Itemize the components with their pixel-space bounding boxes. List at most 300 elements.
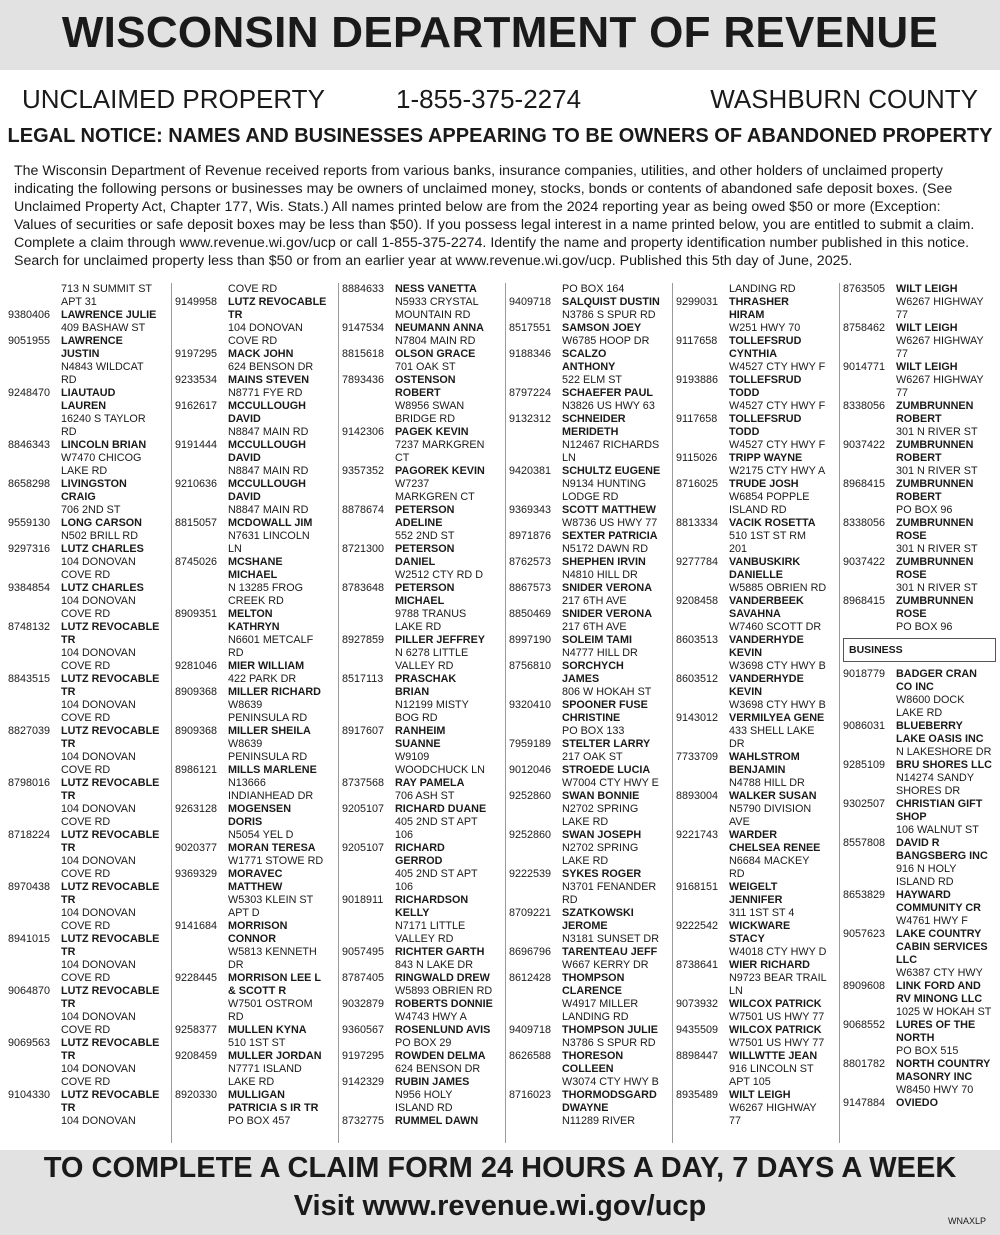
owner-entry <box>509 387 669 400</box>
owner-name: SAMSON JOEY <box>562 322 642 334</box>
entry-detail-line <box>8 504 168 517</box>
property-id: 8970438 <box>8 881 51 893</box>
property-id: 8827039 <box>8 725 51 737</box>
owner-address: 301 N RIVER ST <box>896 582 978 594</box>
owner-entry <box>843 478 1000 491</box>
owner-address: 433 SHELL LAKE <box>729 725 815 737</box>
owner-name: RANHEIM <box>395 725 446 737</box>
property-id: 9369343 <box>509 504 552 516</box>
owner-name: STELTER LARRY <box>562 738 651 750</box>
entry-detail-line <box>8 1102 168 1115</box>
entry-detail-line <box>509 985 669 998</box>
owner-address: W8956 SWAN <box>395 400 465 412</box>
property-id: 9380406 <box>8 309 51 321</box>
owner-address: 104 DONOVAN <box>61 595 136 607</box>
entry-detail-line <box>509 673 669 686</box>
owner-name: MORRISON LEE L <box>228 972 321 984</box>
owner-entry <box>843 798 1000 811</box>
entry-detail-line <box>342 920 502 933</box>
owner-name: LUTZ REVOCABLE <box>61 673 160 685</box>
owner-entry <box>843 517 1000 530</box>
entry-detail-line <box>8 998 168 1011</box>
owner-name: LUTZ CHARLES <box>61 543 144 555</box>
entry-detail-line <box>8 1024 168 1037</box>
entry-detail-line <box>676 725 836 738</box>
intro-line: Values of securities or safe deposit boxes may be less than $50). If you possess legal interest in a name printed below, you are entitled to submit a claim. <box>14 217 975 233</box>
owner-address: W2512 CTY RD D <box>395 569 483 581</box>
owner-entry <box>843 1058 1000 1071</box>
owner-address: MOUNTAIN RD <box>395 309 471 321</box>
entry-detail-line <box>843 941 1000 954</box>
entry-detail-line <box>8 816 168 829</box>
entry-detail-line <box>175 829 335 842</box>
owner-address: COVE RD <box>228 335 278 347</box>
owner-name: SCHNEIDER <box>562 413 626 425</box>
entry-detail-line <box>509 595 669 608</box>
owner-name: DAVID <box>228 491 261 503</box>
owner-address: W6785 HOOP DR <box>562 335 650 347</box>
owner-name: LAWRENCE JULIE <box>61 309 157 321</box>
owner-address: 422 PARK DR <box>228 673 297 685</box>
property-id: 9068552 <box>843 1019 886 1031</box>
owner-name: SYKES ROGER <box>562 868 642 880</box>
owner-name: VANDERHYDE <box>729 634 804 646</box>
owner-entry <box>509 348 669 361</box>
intro-line: The Wisconsin Department of Revenue received reports from various banks, insurance companies, utilities, and other holders of unclaimed property <box>14 163 943 179</box>
owner-name: MAINS STEVEN <box>228 374 309 386</box>
entry-detail-line <box>175 1063 335 1076</box>
owner-name: LINK FORD AND <box>896 980 981 992</box>
owner-name: BRIAN <box>395 686 430 698</box>
entry-detail-line <box>509 1102 669 1115</box>
owner-entry <box>342 426 502 439</box>
owner-address: BRIDGE RD <box>395 413 455 425</box>
owner-address: ISLAND RD <box>729 504 787 516</box>
owner-name: ZUMBRUNNEN <box>896 595 974 607</box>
owner-entry <box>676 920 836 933</box>
owner-address: CREEK RD <box>228 595 284 607</box>
owner-entry <box>175 920 335 933</box>
property-id: 8997190 <box>509 634 552 646</box>
entry-detail-line <box>8 452 168 465</box>
owner-entry <box>676 413 836 426</box>
owner-name: DAVID R <box>896 837 940 849</box>
owner-address: 217 6TH AVE <box>562 595 627 607</box>
property-id: 8884633 <box>342 283 385 295</box>
owner-entry <box>676 517 836 530</box>
entry-detail-line <box>342 881 502 894</box>
entry-detail-line <box>175 998 335 1011</box>
property-id: 9147884 <box>843 1097 886 1109</box>
owner-address: DR <box>228 959 244 971</box>
entry-detail-line <box>676 426 836 439</box>
owner-name: TR <box>61 998 76 1010</box>
owner-name: PETERSON <box>395 504 455 516</box>
entry-detail-line <box>843 954 1000 967</box>
entry-detail-line <box>509 569 669 582</box>
property-id: 8867573 <box>509 582 552 594</box>
owner-name: VACIK ROSETTA <box>729 517 816 529</box>
entry-detail-line <box>8 920 168 933</box>
entry-detail-line <box>843 733 1000 746</box>
property-id: 9222539 <box>509 868 552 880</box>
owner-address: W7460 SCOTT DR <box>729 621 822 633</box>
owner-address: APT D <box>228 907 260 919</box>
owner-name: BLUEBERRY <box>896 720 963 732</box>
owner-entry <box>342 504 502 517</box>
property-id: 8658298 <box>8 478 51 490</box>
entry-detail-line <box>509 959 669 972</box>
owner-entry <box>676 556 836 569</box>
property-id: 9086031 <box>843 720 886 732</box>
property-id: 8909351 <box>175 608 218 620</box>
entry-detail-line <box>175 712 335 725</box>
owner-name: TR <box>61 842 76 854</box>
owner-name: MILLER RICHARD <box>228 686 321 698</box>
owner-address: N3786 S SPUR RD <box>562 309 656 321</box>
entry-detail-line <box>843 772 1000 785</box>
property-id: 9057495 <box>342 946 385 958</box>
entry-detail-line <box>676 699 836 712</box>
owner-name: MORAVEC <box>228 868 283 880</box>
owner-name: LAKE OASIS INC <box>896 733 984 745</box>
owner-address: 77 <box>896 387 909 399</box>
entry-detail-line <box>843 746 1000 759</box>
owner-entry <box>843 759 1000 772</box>
entry-detail-line <box>175 933 335 946</box>
entry-detail-line <box>342 335 502 348</box>
entry-detail-line <box>676 686 836 699</box>
owner-name: MATTHEW <box>228 881 283 893</box>
owner-name: VERMILYEA GENE <box>729 712 825 724</box>
owner-address: VALLEY RD <box>395 660 454 672</box>
entry-detail-line <box>342 712 502 725</box>
entry-detail-line <box>509 426 669 439</box>
owner-name: LUTZ CHARLES <box>61 582 144 594</box>
owner-name: ZUMBRUNNEN <box>896 517 974 529</box>
owner-address: N7804 MAIN RD <box>395 335 476 347</box>
owner-address: LAKE RD <box>896 707 943 719</box>
owner-name: LIVINGSTON <box>61 478 127 490</box>
property-id: 8787405 <box>342 972 385 984</box>
column-divider <box>171 283 172 1143</box>
entry-detail-line <box>175 881 335 894</box>
owner-name: SHOP <box>896 811 927 823</box>
owner-address: N14274 SANDY <box>896 772 975 784</box>
property-id: 8797224 <box>509 387 552 399</box>
entry-detail-line <box>509 400 669 413</box>
entry-detail-line <box>8 660 168 673</box>
property-id: 8927859 <box>342 634 385 646</box>
entry-detail-line <box>8 530 168 543</box>
owner-address: N12199 MISTY <box>395 699 469 711</box>
entry-detail-line <box>843 993 1000 1006</box>
owner-address: 624 BENSON DR <box>228 361 314 373</box>
owner-address: 713 N SUMMIT ST <box>61 283 152 295</box>
entry-detail-line <box>8 426 168 439</box>
owner-entry <box>8 725 168 738</box>
owner-name: COLLEEN <box>562 1063 614 1075</box>
entry-detail-line <box>676 946 836 959</box>
owner-entry <box>843 439 1000 452</box>
owner-address: W8736 US HWY 77 <box>562 517 658 529</box>
property-id: 9012046 <box>509 764 552 776</box>
property-id: 8721300 <box>342 543 385 555</box>
owner-address: 104 DONOVAN <box>61 1115 136 1127</box>
owner-entry <box>342 946 502 959</box>
owner-address: N6684 MACKEY <box>729 855 810 867</box>
owner-name: WEIGELT <box>729 881 778 893</box>
owner-address: N9134 HUNTING <box>562 478 646 490</box>
entry-detail-line <box>8 751 168 764</box>
owner-address: W7501 OSTROM <box>228 998 313 1010</box>
owner-address: PO BOX 457 <box>228 1115 291 1127</box>
owner-name: PETERSON <box>395 582 455 594</box>
owner-name: THOMPSON <box>562 972 625 984</box>
owner-name: THOMPSON JULIE <box>562 1024 658 1036</box>
owner-address: 16240 S TAYLOR <box>61 413 146 425</box>
owner-entry <box>676 673 836 686</box>
entry-detail-line <box>509 1115 669 1128</box>
owner-entry <box>509 1050 669 1063</box>
property-id: 9142306 <box>342 426 385 438</box>
property-id: 8986121 <box>175 764 218 776</box>
property-id: 9281046 <box>175 660 218 672</box>
owner-entry <box>676 1024 836 1037</box>
property-id: 8917607 <box>342 725 385 737</box>
property-id: 8801782 <box>843 1058 886 1070</box>
property-id: 8709221 <box>509 907 552 919</box>
owner-name: KEVIN <box>729 647 762 659</box>
entry-detail-line <box>676 933 836 946</box>
owner-address: W5303 KLEIN ST <box>228 894 314 906</box>
entry-detail-line <box>342 855 502 868</box>
owner-address: 201 <box>729 543 748 555</box>
owner-address: N11289 RIVER <box>562 1115 636 1127</box>
owner-entry <box>8 335 168 348</box>
owner-address: COVE RD <box>61 1024 111 1036</box>
owner-entry <box>342 348 502 361</box>
owner-name: VANDERBEEK <box>729 595 804 607</box>
owner-name: TODD <box>729 426 760 438</box>
property-id: 8748132 <box>8 621 51 633</box>
owner-entry <box>175 556 335 569</box>
entry-detail-line <box>843 1071 1000 1084</box>
entry-detail-line <box>509 309 669 322</box>
owner-address: 706 ASH ST <box>395 790 455 802</box>
owner-entry <box>8 582 168 595</box>
owner-entry <box>676 712 836 725</box>
owner-address: SHORES DR <box>896 785 961 797</box>
property-id: 9117658 <box>676 413 718 425</box>
owner-entry <box>175 608 335 621</box>
entry-detail-line <box>509 842 669 855</box>
entry-detail-line <box>509 686 669 699</box>
property-id: 9168151 <box>676 881 719 893</box>
entry-detail-line <box>8 686 168 699</box>
entry-detail-line <box>843 582 1000 595</box>
entry-detail-line <box>175 699 335 712</box>
owner-address: 77 <box>729 1115 742 1127</box>
owner-name: TR <box>61 1050 76 1062</box>
owner-name: WILT LEIGH <box>896 361 958 373</box>
owner-name: MICHAEL <box>228 569 278 581</box>
owner-name: HAYWARD <box>896 889 951 901</box>
owner-entry <box>676 1050 836 1063</box>
owner-address: 77 <box>896 348 909 360</box>
entry-detail-line <box>509 751 669 764</box>
owner-address: LANDING RD <box>562 1011 629 1023</box>
entry-detail-line <box>342 751 502 764</box>
owner-entry <box>676 959 836 972</box>
owner-name: ZUMBRUNNEN <box>896 556 974 568</box>
owner-address: 217 6TH AVE <box>562 621 627 633</box>
owner-name: WILCOX PATRICK <box>729 998 822 1010</box>
owner-entry <box>342 842 502 855</box>
owner-entry <box>342 998 502 1011</box>
owner-entry <box>175 1024 335 1037</box>
entry-detail-line <box>342 1037 502 1050</box>
entry-detail-line <box>676 465 836 478</box>
entry-detail-line <box>509 1063 669 1076</box>
owner-name: TRIPP WAYNE <box>729 452 803 464</box>
owner-address: 104 DONOVAN <box>61 907 136 919</box>
owner-name: WILT LEIGH <box>896 283 958 295</box>
entry-detail-line <box>342 699 502 712</box>
property-id: 8920330 <box>175 1089 218 1101</box>
owner-name: PAGEK KEVIN <box>395 426 469 438</box>
property-id: 8846343 <box>8 439 51 451</box>
entry-detail-line <box>8 647 168 660</box>
owner-name: LUTZ REVOCABLE <box>61 933 160 945</box>
owner-entry <box>342 725 502 738</box>
property-id: 9143012 <box>676 712 719 724</box>
owner-entry <box>509 946 669 959</box>
owner-address: RD <box>228 1011 244 1023</box>
owner-entry <box>342 322 502 335</box>
owner-address: W4527 CTY HWY F <box>729 400 826 412</box>
listing-column <box>175 283 335 1143</box>
owner-name: ZUMBRUNNEN <box>896 400 974 412</box>
owner-address: W6267 HIGHWAY <box>896 335 984 347</box>
owner-name: OLSON GRACE <box>395 348 476 360</box>
property-id: 9320410 <box>509 699 552 711</box>
property-id: 8909608 <box>843 980 886 992</box>
owner-entry <box>509 699 669 712</box>
owner-address: VALLEY RD <box>395 933 454 945</box>
owner-name: KEVIN <box>729 686 762 698</box>
entry-detail-line <box>676 660 836 673</box>
property-id: 8626588 <box>509 1050 552 1062</box>
owner-address: N LAKESHORE DR <box>896 746 992 758</box>
owner-address: N2702 SPRING <box>562 842 639 854</box>
property-id: 9208458 <box>676 595 719 607</box>
owner-entry <box>175 868 335 881</box>
owner-address: N5790 DIVISION <box>729 803 812 815</box>
owner-entry <box>175 842 335 855</box>
entry-detail-line <box>8 764 168 777</box>
property-id: 8716023 <box>509 1089 552 1101</box>
owner-address: 301 N RIVER ST <box>896 426 978 438</box>
entry-detail-line <box>342 790 502 803</box>
owner-address: 104 DONOVAN <box>61 699 136 711</box>
publication-code: WNAXLP <box>947 1216 986 1226</box>
entry-detail-line <box>175 1037 335 1050</box>
entry-detail-line <box>175 426 335 439</box>
entry-detail-line <box>676 361 836 374</box>
owner-name: KELLY <box>395 907 430 919</box>
owner-name: CLARENCE <box>562 985 622 997</box>
owner-name: NEUMANN ANNA <box>395 322 484 334</box>
owner-address: LANDING RD <box>729 283 796 295</box>
entry-detail-line <box>175 595 335 608</box>
owner-address: LAKE RD <box>562 816 609 828</box>
owner-address: APT 105 <box>729 1076 771 1088</box>
entry-detail-line <box>342 296 502 309</box>
owner-name: TRUDE JOSH <box>729 478 799 490</box>
owner-address: LAKE RD <box>562 855 609 867</box>
owner-address: COVE RD <box>61 660 111 672</box>
owner-entry <box>843 556 1000 569</box>
entry-detail-line <box>175 816 335 829</box>
owner-name: SCALZO <box>562 348 607 360</box>
entry-detail-line <box>676 348 836 361</box>
property-id: 8603513 <box>676 634 719 646</box>
owner-address: 217 OAK ST <box>562 751 623 763</box>
owner-name: BANGSBERG INC <box>896 850 988 862</box>
entry-detail-line <box>843 426 1000 439</box>
owner-address: RD <box>61 374 77 386</box>
entry-detail-line <box>843 309 1000 322</box>
entry-detail-line <box>843 543 1000 556</box>
entry-detail-line <box>676 569 836 582</box>
owner-name: RINGWALD DREW <box>395 972 490 984</box>
property-id: 8878674 <box>342 504 385 516</box>
entry-detail-line <box>342 1089 502 1102</box>
owner-address: 405 2ND ST APT <box>395 868 478 880</box>
entry-detail-line <box>843 1045 1000 1058</box>
listing-columns <box>8 283 994 1143</box>
owner-name: ROBERT <box>395 387 441 399</box>
owner-entry <box>676 829 836 842</box>
owner-name: CONNOR <box>228 933 276 945</box>
owner-address: COVE RD <box>61 868 111 880</box>
owner-name: SWAN JOSEPH <box>562 829 642 841</box>
owner-address: W7004 CTY HWY E <box>562 777 659 789</box>
entry-detail-line <box>509 1076 669 1089</box>
property-id: 7959189 <box>509 738 552 750</box>
owner-entry <box>8 777 168 790</box>
property-id: 8758462 <box>843 322 886 334</box>
owner-address: 301 N RIVER ST <box>896 465 978 477</box>
entry-detail-line <box>175 309 335 322</box>
owner-name: LUTZ REVOCABLE <box>61 881 160 893</box>
owner-name: DAVID <box>228 452 261 464</box>
entry-detail-line <box>843 504 1000 517</box>
entry-detail-line <box>342 439 502 452</box>
owner-name: SHEPHEN IRVIN <box>562 556 646 568</box>
owner-address: COVE RD <box>61 608 111 620</box>
owner-address: ISLAND RD <box>896 876 954 888</box>
entry-detail-line <box>509 725 669 738</box>
entry-detail-line <box>342 400 502 413</box>
entry-detail-line <box>175 569 335 582</box>
property-id: 8517551 <box>509 322 552 334</box>
owner-address: 104 DONOVAN <box>61 855 136 867</box>
owner-entry <box>175 803 335 816</box>
owner-name: SAVAHNA <box>729 608 781 620</box>
entry-detail-line <box>175 361 335 374</box>
